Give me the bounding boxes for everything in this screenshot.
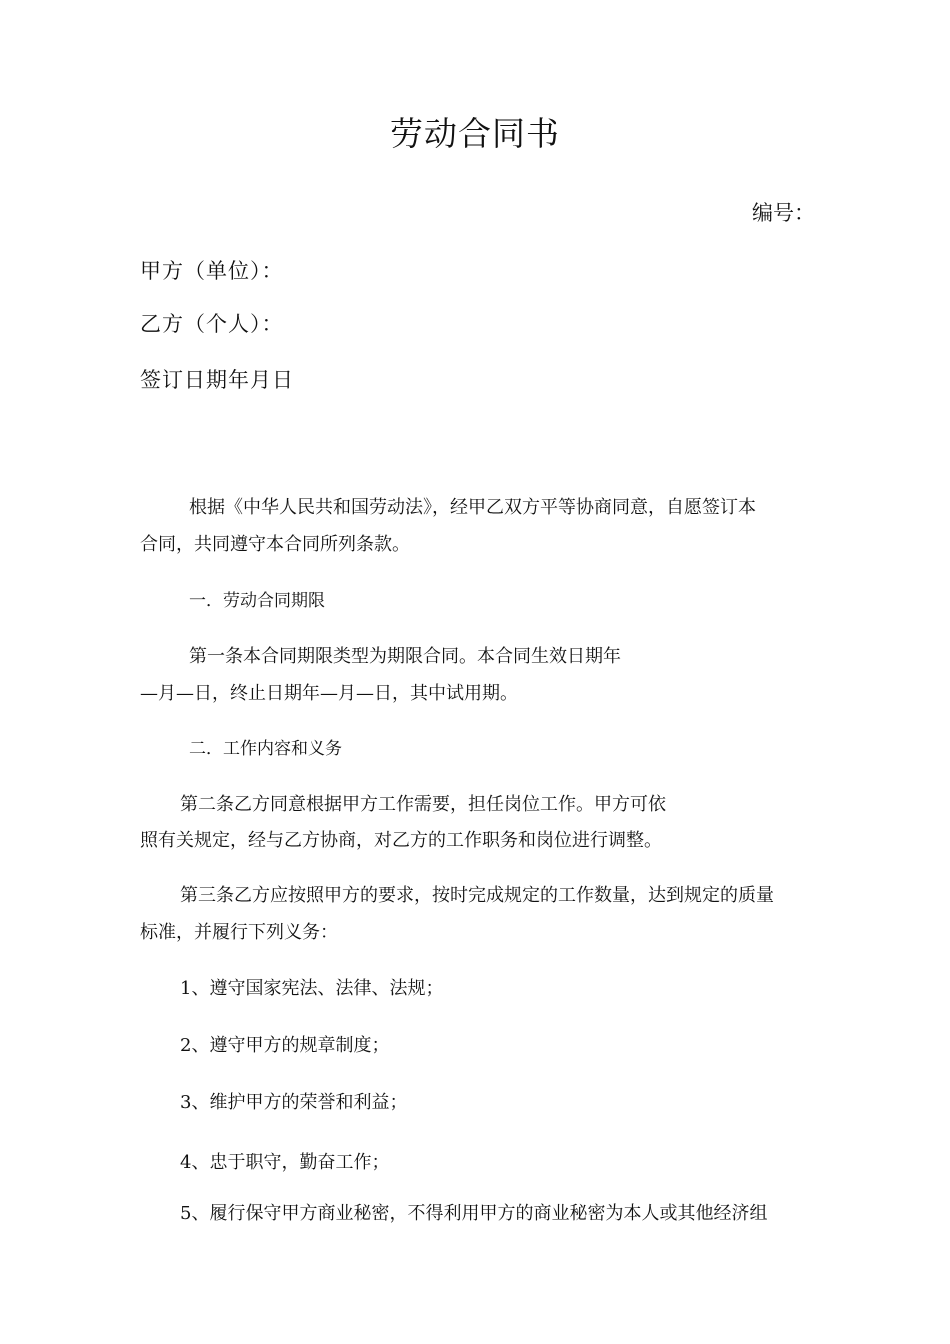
list-item: 1、遵守国家宪法、法律、法规； xyxy=(180,978,444,999)
article-1-line-1: 第一条本合同期限类型为期限合同。本合同生效日期年 xyxy=(189,646,621,667)
intro-line-2: 合同，共同遵守本合同所列条款。 xyxy=(140,534,410,555)
list-item: 2、遵守甲方的规章制度； xyxy=(180,1035,390,1056)
document-title: 劳动合同书 xyxy=(390,114,560,153)
section-1-heading: 一．劳动合同期限 xyxy=(189,591,325,611)
section-2-heading: 二．工作内容和义务 xyxy=(189,739,342,759)
list-item: 4、忠于职守，勤奋工作； xyxy=(180,1152,390,1173)
sign-date-label: 签订日期年月日 xyxy=(140,368,294,392)
article-2-line-1: 第二条乙方同意根据甲方工作需要，担任岗位工作。甲方可依 xyxy=(180,794,666,815)
party-a-label: 甲方（单位）： xyxy=(140,259,284,283)
intro-line-1: 根据《中华人民共和国劳动法》，经甲乙双方平等协商同意，自愿签订本 xyxy=(189,497,756,518)
list-item: 5、履行保守甲方商业秘密，不得利用甲方的商业秘密为本人或其他经济组 xyxy=(180,1203,768,1224)
party-b-label: 乙方（个人）： xyxy=(140,312,284,336)
article-3-line-1: 第三条乙方应按照甲方的要求，按时完成规定的工作数量，达到规定的质量 xyxy=(180,885,774,906)
article-1-line-2: —月—日，终止日期年—月—日，其中试用期。 xyxy=(140,683,518,704)
article-2-line-2: 照有关规定，经与乙方协商，对乙方的工作职务和岗位进行调整。 xyxy=(140,830,662,851)
serial-number-label: 编号： xyxy=(752,201,815,225)
article-3-line-2: 标准，并履行下列义务： xyxy=(140,922,338,943)
list-item: 3、维护甲方的荣誉和利益； xyxy=(180,1092,408,1113)
